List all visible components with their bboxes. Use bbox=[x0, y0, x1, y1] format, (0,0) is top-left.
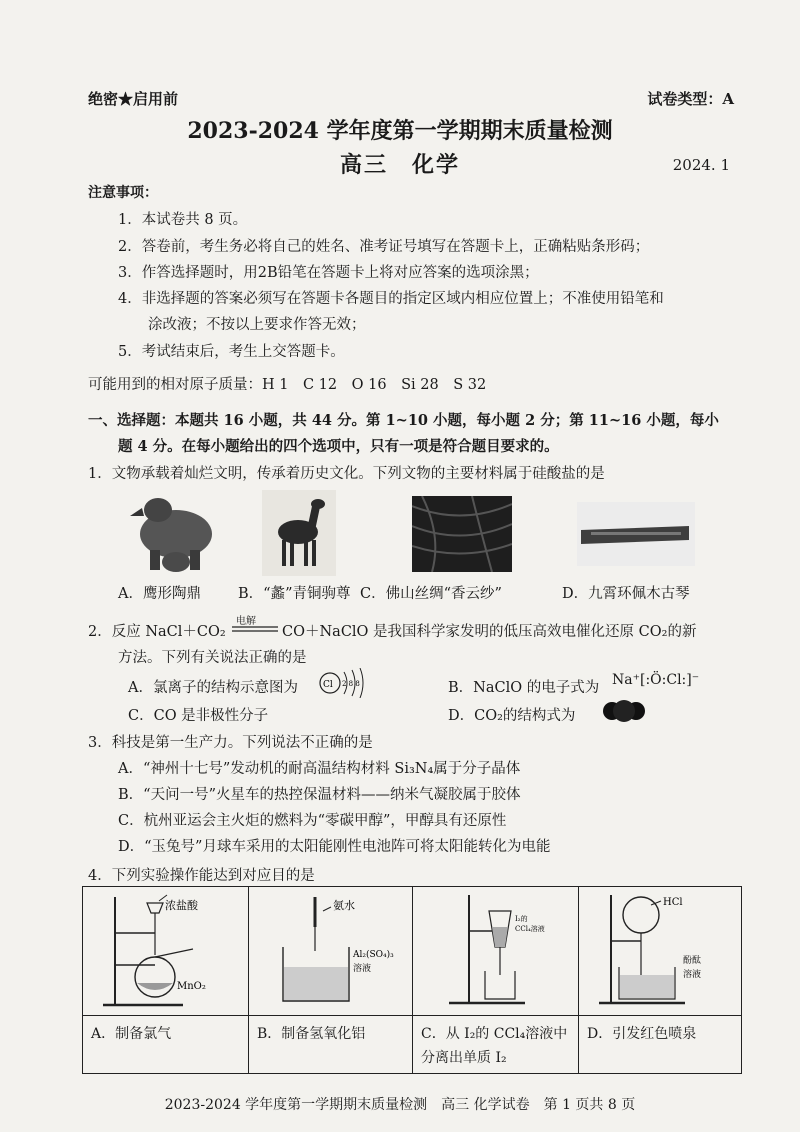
apparatus-label: MnO₂ bbox=[177, 981, 206, 992]
page-title: 2023-2024 学年度第一学期期末质量检测 bbox=[187, 118, 613, 144]
electrolysis-label: 电解 bbox=[236, 616, 256, 627]
q4-caption-c-cont: 分离出单质 I₂ bbox=[421, 1050, 507, 1066]
cl-shell-electrons: 2 8 8 bbox=[342, 680, 360, 688]
page-subtitle: 高三 化学 bbox=[339, 152, 460, 178]
cl-core-label: Cl bbox=[323, 680, 333, 690]
question-2-stem-line2: 方法。下列有关说法正确的是 bbox=[118, 650, 307, 666]
q2-option-c: C．CO 是非极性分子 bbox=[128, 708, 269, 724]
chlorine-apparatus-diagram bbox=[103, 893, 243, 1013]
question-2-stem-part1: 2．反应 NaCl＋CO₂ bbox=[88, 624, 226, 640]
paper-type: 试卷类型：A bbox=[647, 90, 734, 108]
question-3-stem: 3．科技是第一生产力。下列说法不正确的是 bbox=[88, 735, 373, 751]
section-heading-cont: 题 4 分。在每小题给出的四个选项中，只有一项是符合题目要求的。 bbox=[118, 438, 559, 455]
apparatus-label: I₂的 bbox=[515, 915, 528, 923]
q2-option-d: D．CO₂的结构式为 bbox=[448, 708, 576, 724]
notice-item: 5．考试结束后，考生上交答题卡。 bbox=[118, 344, 345, 360]
page-footer: 2023-2024 学年度第一学期期末质量检测 高三 化学试卷 第 1 页共 8 页 bbox=[164, 1097, 636, 1113]
apparatus-label: HCl bbox=[663, 897, 683, 908]
q1-option-b: B．“蠡”青铜驹尊 bbox=[238, 586, 351, 602]
q1-option-c: C．佛山丝绸“香云纱” bbox=[360, 586, 502, 602]
silk-fabric-image bbox=[412, 496, 512, 572]
notice-item: 2．答卷前，考生务必将自己的姓名、准考证号填写在答题卡上，正确粘贴条形码； bbox=[118, 239, 650, 255]
notice-heading: 注意事项： bbox=[88, 185, 158, 201]
naclo-electron-formula: Na⁺[:Ö:Cl:]⁻ bbox=[612, 672, 700, 688]
apparatus-label: 溶液 bbox=[353, 964, 372, 974]
notice-item: 1．本试卷共 8 页。 bbox=[118, 212, 248, 228]
q3-option-c: C．杭州亚运会主火炬的燃料为“零碳甲醇”，甲醇具有还原性 bbox=[118, 813, 507, 829]
q4-caption-c: C．从 I₂的 CCl₄溶液中 bbox=[421, 1026, 568, 1042]
apparatus-label: 溶液 bbox=[683, 970, 702, 980]
q3-option-a: A．“神州十七号”发动机的耐高温结构材料 Si₃N₄属于分子晶体 bbox=[118, 761, 521, 777]
aluminum-hydroxide-apparatus-diagram bbox=[273, 893, 413, 1013]
apparatus-label: 浓盐酸 bbox=[165, 899, 198, 912]
pottery-tripod-image bbox=[128, 490, 220, 576]
q4-caption-a: A．制备氯气 bbox=[91, 1026, 172, 1042]
reaction-arrow bbox=[230, 624, 280, 634]
table-divider bbox=[83, 1015, 741, 1016]
experiment-table bbox=[82, 886, 742, 1074]
q4-caption-b: B．制备氢氧化铝 bbox=[257, 1026, 366, 1042]
q3-option-b: B．“天问一号”火星车的热控保温材料——纳米气凝胶属于胶体 bbox=[118, 787, 521, 803]
question-2-stem-part2: CO＋NaClO 是我国科学家发明的低压高效电催化还原 CO₂的新 bbox=[282, 624, 697, 640]
question-4-stem: 4．下列实验操作能达到对应目的是 bbox=[88, 868, 315, 884]
apparatus-label: Al₂(SO₄)₃ bbox=[353, 950, 394, 960]
separatory-funnel-apparatus-diagram bbox=[435, 891, 575, 1013]
atomic-mass: 可能用到的相对原子质量：H 1 C 12 O 16 Si 28 S 32 bbox=[88, 377, 487, 393]
q2-option-b: B．NaClO 的电子式为 bbox=[448, 680, 600, 696]
bronze-horse-image bbox=[262, 490, 336, 576]
apparatus-label: 酚酞 bbox=[683, 956, 702, 966]
q4-caption-d: D．引发红色喷泉 bbox=[587, 1026, 697, 1042]
exam-date: 2024. 1 bbox=[672, 156, 730, 174]
secret-label: 绝密★启用前 bbox=[88, 90, 179, 108]
q3-option-d: D．“玉兔号”月球车采用的太阳能刚性电池阵可将太阳能转化为电能 bbox=[118, 839, 551, 855]
co2-model-image bbox=[602, 696, 646, 726]
question-1-stem: 1．文物承载着灿烂文明，传承着历史文化。下列文物的主要材料属于硅酸盐的是 bbox=[88, 466, 605, 482]
guqin-image bbox=[577, 502, 695, 566]
notice-item: 3．作答选择题时，用2B铅笔在答题卡上将对应答案的选项涂黑； bbox=[118, 265, 539, 281]
q1-option-a: A．鹰形陶鼎 bbox=[118, 586, 201, 602]
chloride-ion-structure-diagram bbox=[318, 668, 374, 698]
apparatus-label: 氨水 bbox=[333, 899, 355, 912]
fountain-apparatus-diagram bbox=[595, 891, 741, 1013]
notice-item: 4．非选择题的答案必须写在答题卡各题目的指定区域内相应位置上；不准使用铅笔和 bbox=[118, 291, 664, 307]
section-heading: 一、选择题：本题共 16 小题，共 44 分。第 1~10 小题，每小题 2 分；第 11~16 小题，每小 bbox=[88, 412, 719, 429]
q2-option-a: A．氯离子的结构示意图为 bbox=[128, 680, 298, 696]
notice-item: 涂改液；不按以上要求作答无效； bbox=[148, 317, 366, 333]
q1-option-d: D．九霄环佩木古琴 bbox=[562, 586, 690, 602]
apparatus-label: CCl₄溶液 bbox=[515, 925, 545, 933]
